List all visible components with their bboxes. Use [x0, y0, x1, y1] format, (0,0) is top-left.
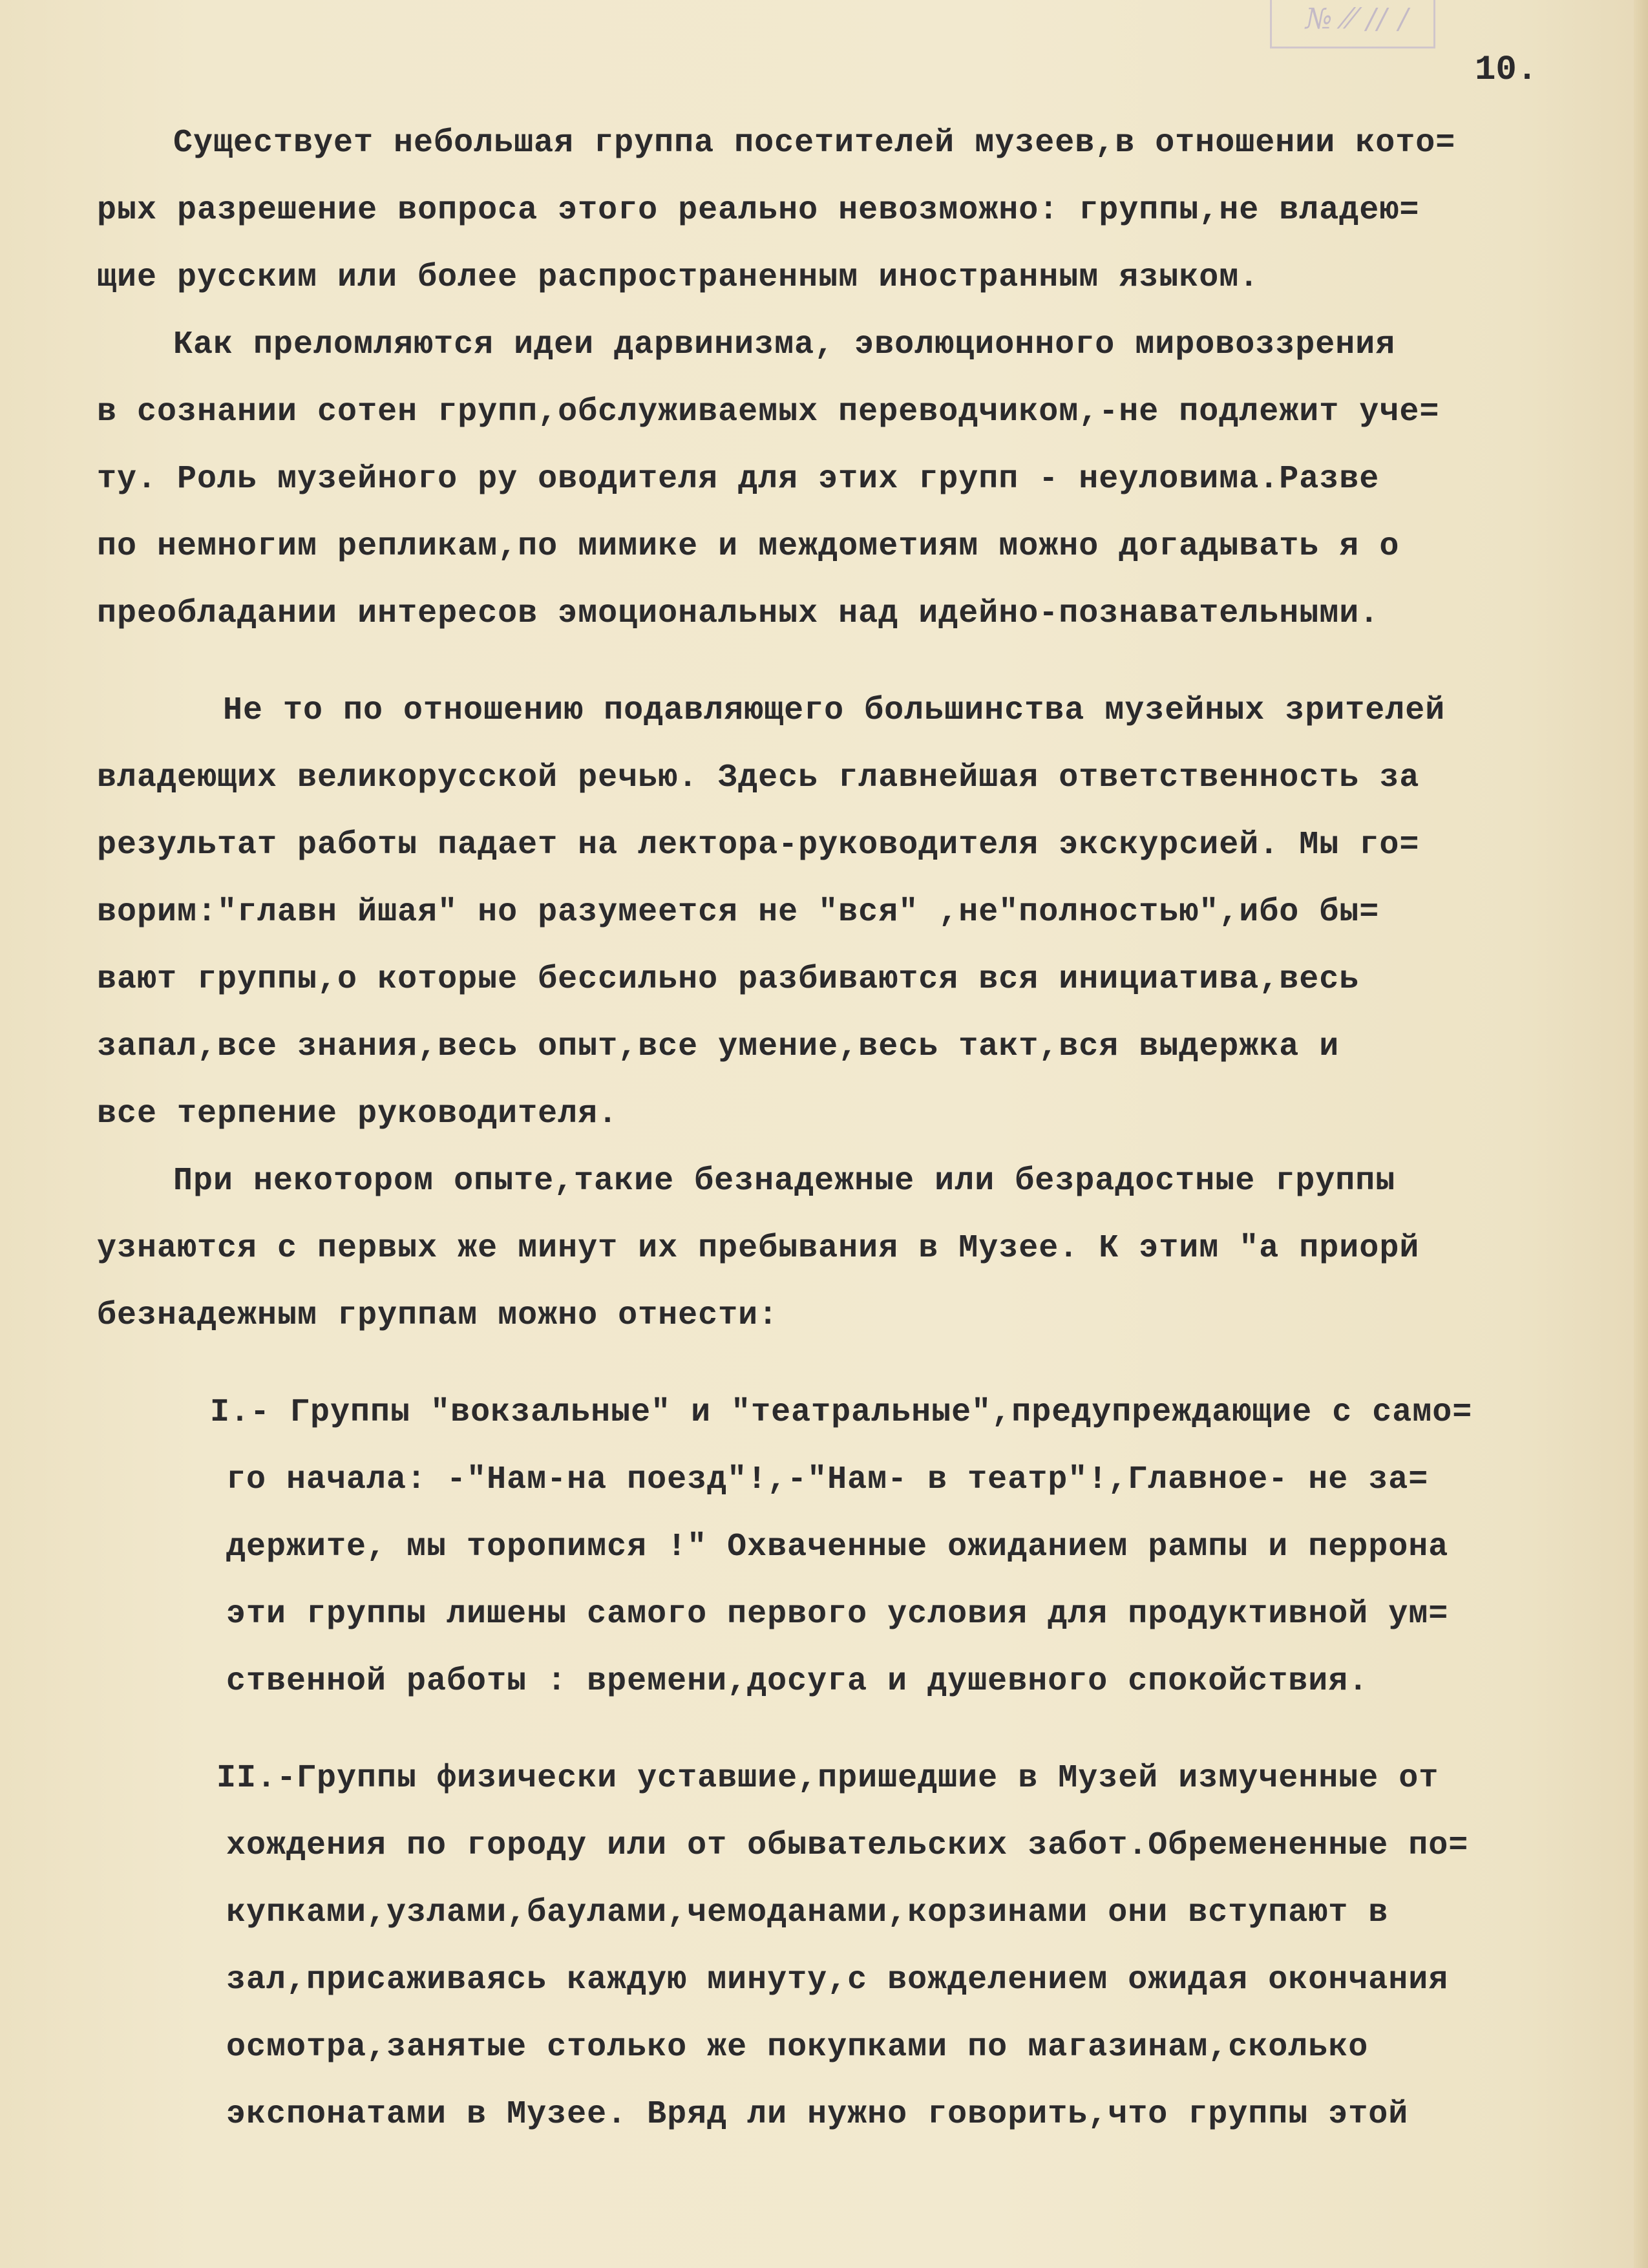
paragraph-2	[97, 312, 1583, 648]
text-line: рых разрешение вопроса этого реально невозможно: группы,не владею=	[97, 192, 1420, 229]
page-number: 10.	[1475, 50, 1538, 90]
text-line: безнадежным группам можно отнести:	[97, 1297, 779, 1334]
text-line: по немногим репликам,по мимике и междометиям можно догадывать я о	[97, 528, 1400, 565]
text-line: зал,присаживаясь каждую минуту,с вожделением ожидая окончания	[226, 1962, 1449, 1998]
text-line: результат работы падает на лектора-руководителя экскурсией. Мы го=	[97, 827, 1420, 864]
text-line: владеющих великорусской речью. Здесь главнейшая ответственность за	[97, 759, 1420, 796]
text-line: в сознании сотен групп,обслуживаемых переводчиком,-не подлежит уче=	[97, 394, 1440, 430]
stamp-handwriting: № ⁄⁄ ∕∕ ∕	[1305, 3, 1410, 36]
text-line: Существует небольшая группа посетителей музеев,в отношении кото=	[173, 125, 1456, 162]
text-line: хождения по городу или от обывательских забот.Обремененные по=	[226, 1827, 1469, 1864]
text-line: ту. Роль музейного ру оводителя для этих групп - неуловима.Разве	[97, 461, 1380, 498]
text-line: При некотором опыте,такие безнадежные или безрадостные группы	[173, 1163, 1396, 1200]
text-line: все терпение руководителя.	[97, 1096, 618, 1132]
paragraph-gap	[97, 648, 1583, 677]
text-line: узнаются с первых же минут их пребывания в Музее. К этим "а приорй	[97, 1230, 1420, 1267]
text-line: запал,все знания,весь опыт,все умение,весь такт,вся выдержка и	[97, 1028, 1340, 1065]
text-line: экспонатами в Музее. Вряд ли нужно говорить,что группы этой	[226, 2096, 1409, 2133]
text-line: щие русским или более распространенным иностранным языком.	[97, 259, 1260, 296]
text-line: вают группы,о которые бессильно разбиваются вся инициатива,весь	[97, 961, 1360, 998]
text-line: го начала: -"Нам-на поезд"!,-"Нам- в театр"!,Главное- не за=	[226, 1461, 1429, 1498]
paragraph-gap	[97, 1350, 1583, 1379]
text-line: II.-Группы физически уставшие,пришедшие в Музей измученные от	[217, 1760, 1439, 1797]
text-line: I.- Группы "вокзальные" и "театральные",предупреждающие с само=	[210, 1394, 1473, 1431]
list-item-1	[97, 1379, 1583, 1715]
text-line: Как преломляются идеи дарвинизма, эволюционного мировоззрения	[173, 326, 1396, 363]
paragraph-gap	[97, 1715, 1583, 1745]
paragraph-3	[97, 677, 1583, 1148]
paper-edge	[1634, 0, 1648, 2268]
text-line: ворим:"главн йшая" но разумеется не "вся" ,не"полностью",ибо бы=	[97, 894, 1380, 931]
text-line: держите, мы торопимся !" Охваченные ожиданием рампы и перрона	[226, 1529, 1449, 1565]
list-item-2	[97, 1745, 1583, 2148]
text-line: Не то по отношению подавляющего большинства музейных зрителей	[223, 692, 1446, 729]
text-line: преобладании интересов эмоциональных над идейно-познавательными.	[97, 595, 1380, 632]
text-line: ственной работы : времени,досуга и душевного спокойствия.	[226, 1663, 1369, 1700]
typed-text-body	[97, 110, 1583, 2148]
paragraph-1	[97, 110, 1583, 312]
text-line: осмотра,занятые столько же покупками по магазинам,сколько	[226, 2029, 1369, 2066]
text-line: купками,узлами,баулами,чемоданами,корзинами они вступают в	[226, 1894, 1389, 1931]
text-line: эти группы лишены самого первого условия для продуктивной ум=	[226, 1596, 1449, 1633]
paragraph-4	[97, 1148, 1583, 1350]
